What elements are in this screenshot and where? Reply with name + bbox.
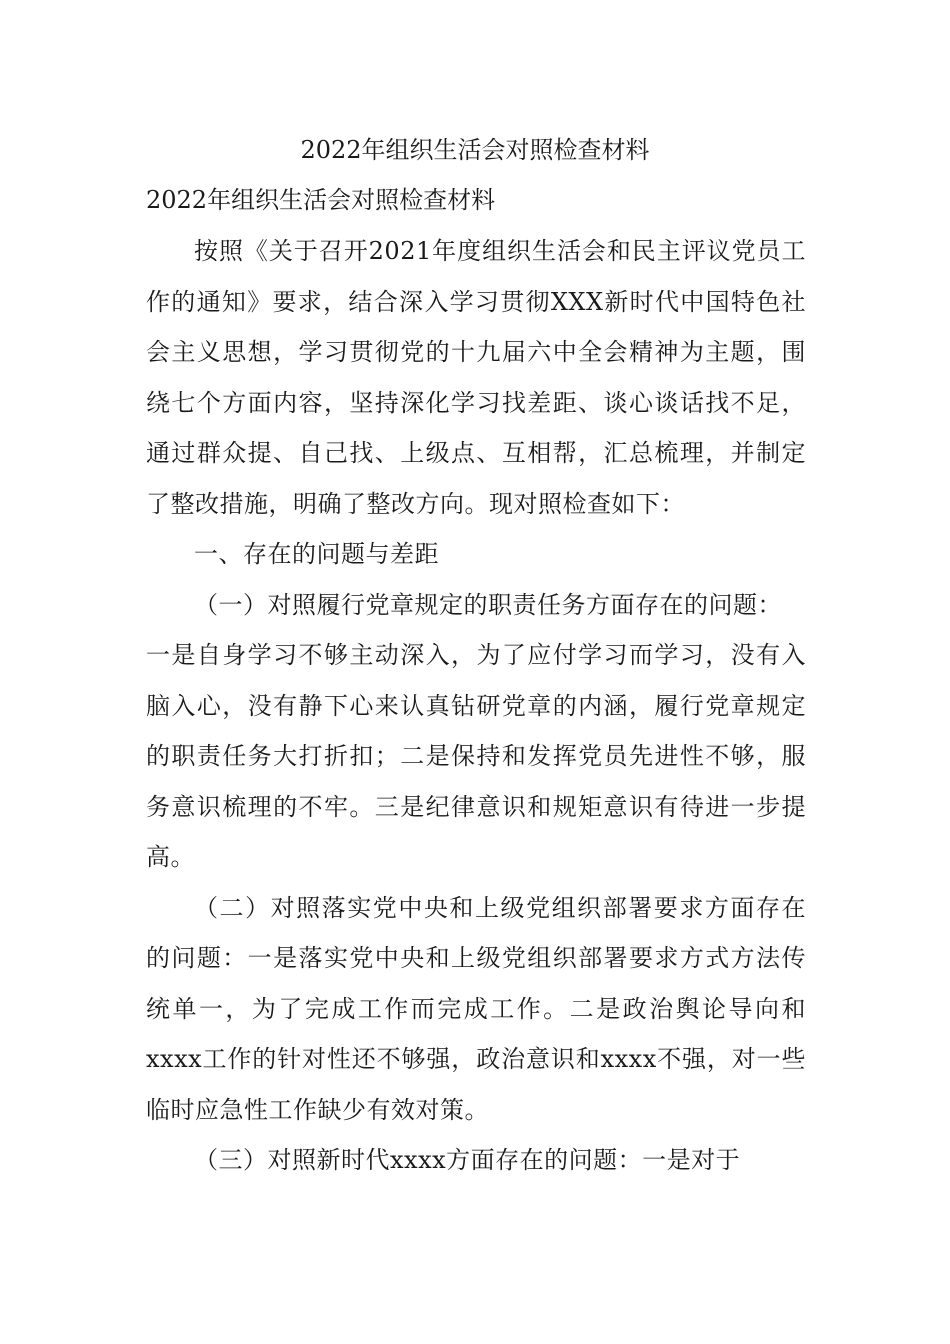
section-heading: 一、存在的问题与差距 <box>194 540 439 568</box>
item1-heading: （一）对照履行党章规定的职责任务方面存在的问题： <box>194 590 782 619</box>
document-body <box>146 178 806 1186</box>
document-title: 2022年组织生活会对照检查材料 <box>300 136 650 164</box>
item2-paragraph: （二）对照落实党中央和上级党组织部署要求方面存在的问题：一是落实党中央和上级党组织部署要求方式方法传统单一，为了完成工作而完成工作。二是政治舆论导向和xxxx工作的针对性还不够强，政治意识和xxxx不强，对一些临时应急性工作缺少有效对策。 <box>146 893 806 1124</box>
intro-paragraph: 按照《关于召开2021年度组织生活会和民主评议党员工作的通知》要求，结合深入学习贯彻XXX新时代中国特色社会主义思想，学习贯彻党的十九届六中全会精神为主题，围绕七个方面内容，坚持深化学习找差距、谈心谈话找不足，通过群众提、自己找、上级点、互相帮，汇总梳理，并制定了整改措施，明确了整改方向。现对照检查如下： <box>146 237 806 518</box>
item1-paragraph: 一是自身学习不够主动深入，为了应付学习而学习，没有入脑入心，没有静下心来认真钻研党章的内涵，履行党章规定的职责任务大打折扣；二是保持和发挥党员先进性不够，服务意识梳理的不牢。三是纪律意识和规矩意识有待进一步提高。 <box>146 641 806 871</box>
document-subtitle: 2022年组织生活会对照检查材料 <box>146 186 496 214</box>
item3-paragraph: （三）对照新时代xxxx方面存在的问题：一是对于 <box>194 1146 741 1174</box>
